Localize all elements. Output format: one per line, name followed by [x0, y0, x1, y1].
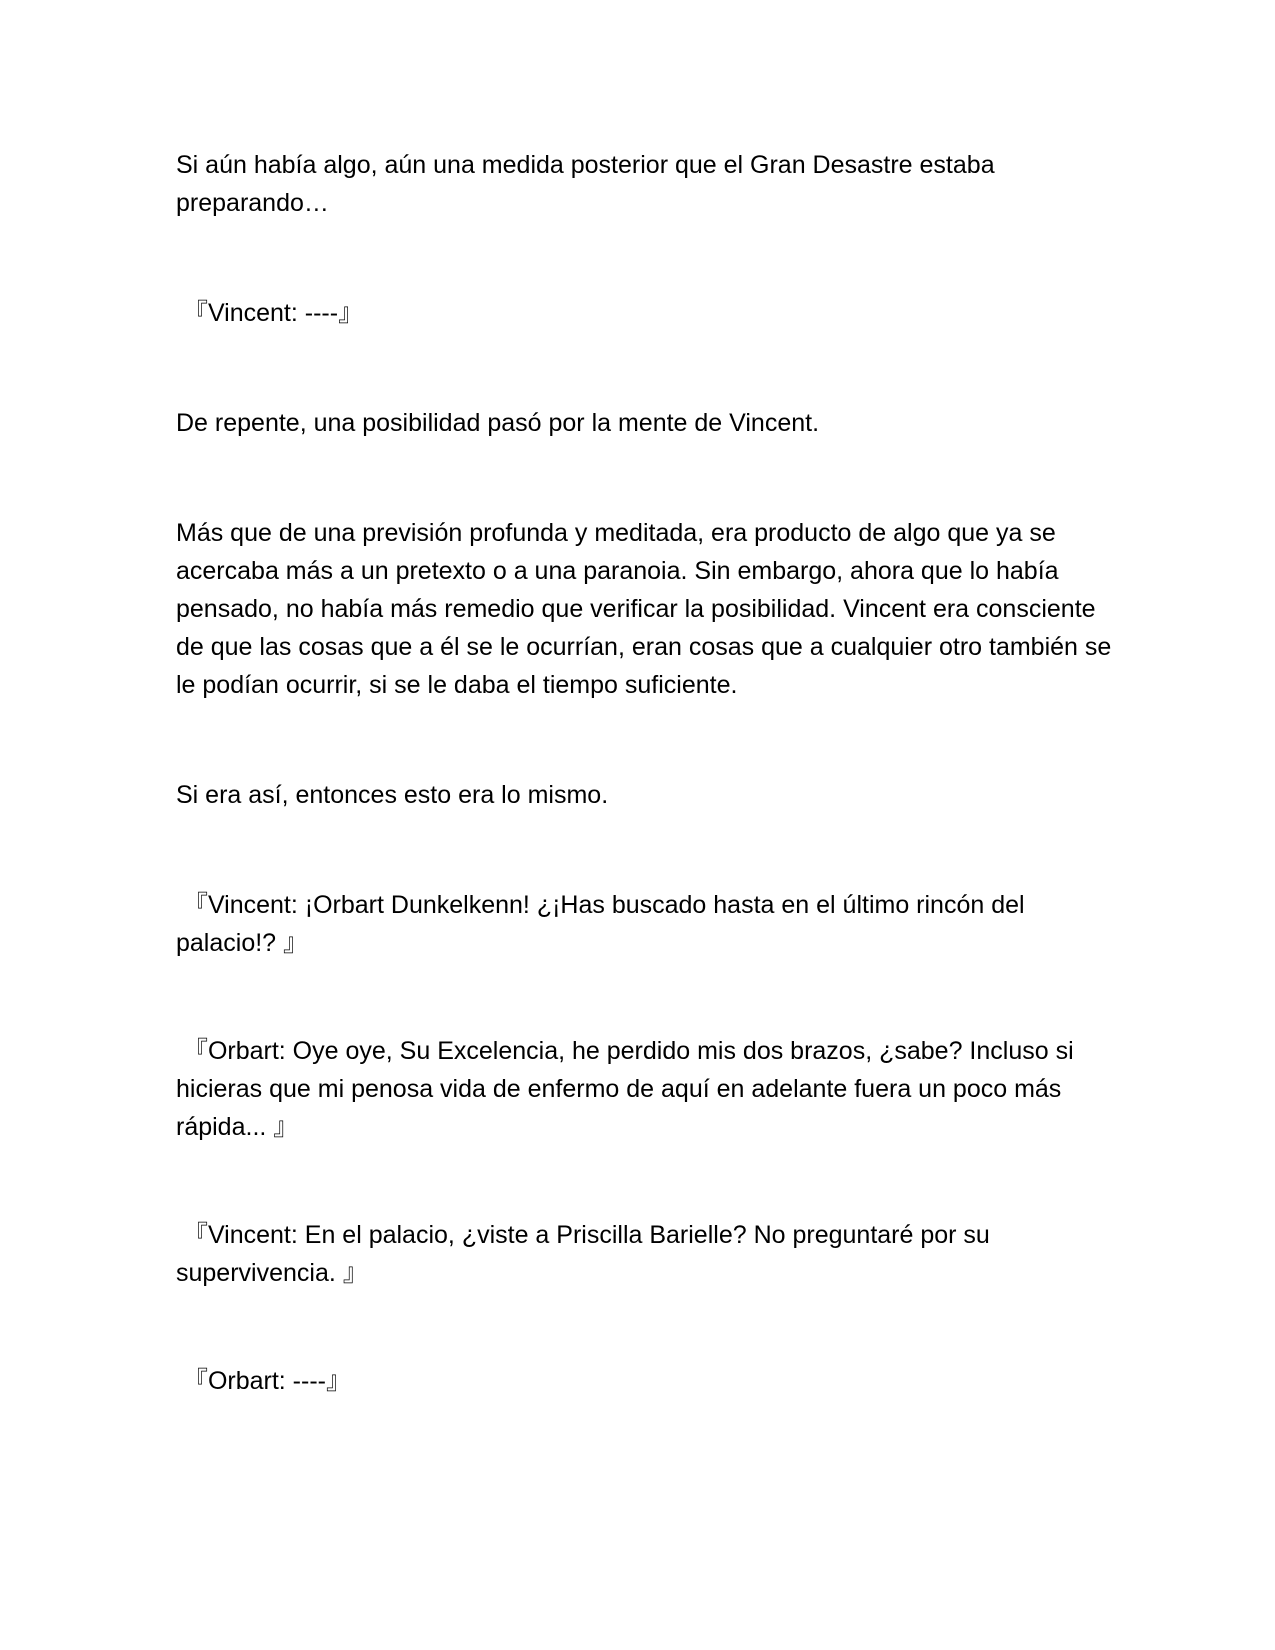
paragraph-4: Si era así, entonces esto era lo mismo.	[176, 781, 609, 809]
dialogue-vincent-1: 『Vincent: ----』	[176, 299, 364, 327]
dialogue-orbart-1: 『Orbart: Oye oye, Su Excelencia, he perdido mis dos brazos, ¿sabe? Incluso si hicieras que mi penosa vida de enfermo de aquí en adelante fuera un poco más rápida... 』	[176, 1037, 1074, 1141]
dialogue-vincent-3: 『Vincent: En el palacio, ¿viste a Priscilla Barielle? No preguntaré por su supervivencia. 』	[176, 1221, 990, 1287]
paragraph-spacer	[176, 1146, 1116, 1216]
dialogue-vincent-2: 『Vincent: ¡Orbart Dunkelkenn! ¿¡Has buscado hasta en el último rincón del palacio!? 』	[176, 891, 1025, 957]
paragraph-spacer	[176, 704, 1116, 776]
paragraph-1: Si aún había algo, aún una medida posterior que el Gran Desastre estaba preparando…	[176, 151, 995, 217]
paragraph-spacer	[176, 814, 1116, 886]
paragraph-2: De repente, una posibilidad pasó por la mente de Vincent.	[176, 409, 820, 437]
paragraph-spacer	[176, 222, 1116, 294]
paragraph-3: Más que de una previsión profunda y meditada, era producto de algo que ya se acercaba más a un pretexto o a una paranoia. Sin embargo, ahora que lo había pensado, no había más remedio que verificar la posibilidad. Vincent era consciente de que las cosas que a él se le ocurrían, eran cosas que a cualquier otro también se le podían ocurrir, si se le daba el tiempo suficiente.	[176, 519, 1112, 699]
dialogue-orbart-2: 『Orbart: ----』	[176, 1367, 351, 1395]
paragraph-spacer	[176, 1292, 1116, 1362]
paragraph-spacer	[176, 332, 1116, 404]
document-body	[176, 146, 1116, 1400]
paragraph-spacer	[176, 442, 1116, 514]
paragraph-spacer	[176, 962, 1116, 1032]
